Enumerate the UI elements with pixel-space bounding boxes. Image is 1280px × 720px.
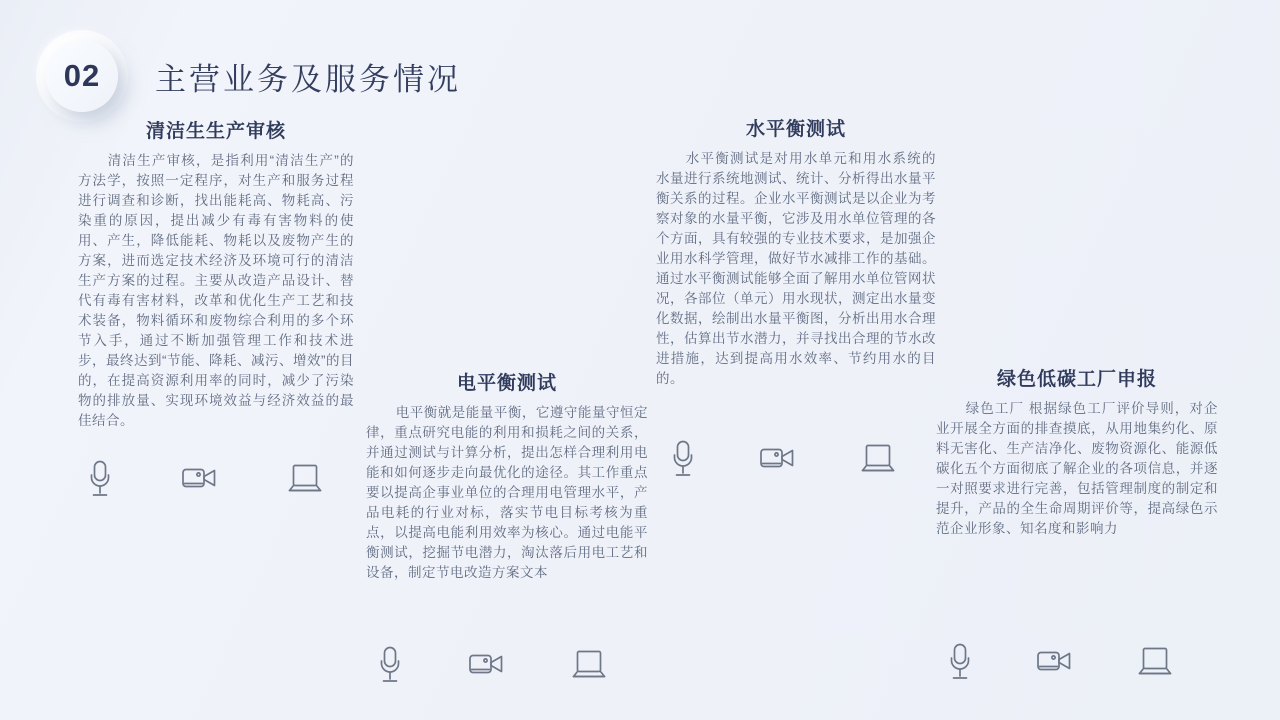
section-electric-balance-test	[366, 368, 648, 583]
icon-row-clean-production-audit	[90, 458, 322, 498]
laptop-icon	[572, 650, 606, 678]
laptop-icon	[288, 464, 322, 492]
video-camera-icon	[1037, 650, 1071, 672]
laptop-icon	[861, 444, 895, 472]
microphone-icon	[90, 460, 110, 497]
microphone-icon	[673, 440, 693, 477]
page-title: 主营业务及服务情况	[155, 62, 461, 97]
badge-circle	[46, 40, 118, 112]
section-body: 绿色工厂 根据绿色工厂评价导则，对企业开展全方面的排查摸底，从用地集约化、原料无害化、生产洁净化、废物资源化、能源低碳化五个方面彻底了解企业的各项信息，并逐一对照要求进行完善，包括管理制度的制定和提升，产品的全生命周期评价等，提高绿色示范企业形象、知名度和影响力	[936, 401, 1218, 536]
microphone-icon	[950, 643, 970, 680]
badge-number: 02	[63, 58, 101, 93]
microphone-icon	[380, 646, 400, 683]
section-body: 水平衡测试是对用水单元和用水系统的水量进行系统地测试、统计、分析得出水量平衡关系的过程。企业水平衡测试是以企业为考察对象的水量平衡，它涉及用水单位管理的各个方面，具有较强的专业技术要求，是加强企业用水科学管理，做好节水减排工作的基础。通过水平衡测试能够全面了解用水单位管网状况，各部位（单元）用水现状，测定出水量变化数据，绘制出水量平衡图，分析出用水合理性，估算出节水潜力，并寻找出合理的节水改进措施，达到提高用水效率、节约用水的目的。	[656, 151, 936, 386]
section-heading: 电平衡测试	[456, 373, 557, 394]
section-number-badge	[36, 30, 128, 122]
icon-row-green-low-carbon-factory-declaration	[950, 641, 1172, 681]
section-heading: 清洁生生产审核	[145, 121, 286, 142]
video-camera-icon	[469, 653, 503, 675]
section-heading: 水平衡测试	[745, 119, 846, 140]
section-body: 清洁生产审核，是指利用“清洁生产”的方法学，按照一定程序，对生产和服务过程进行调查和诊断，找出能耗高、物耗高、污染重的原因，提出减少有毒有害物料的使用、产生，降低能耗、物耗以及废物产生的方案，进而选定技术经济及环境可行的清洁生产方案的过程。主要从改造产品设计、替代有毒有害材料，改革和优化生产工艺和技术装备，物料循环和废物综合利用的多个环节入手，通过不断加强管理工作和技术进步，最终达到“节能、降耗、减污、增效”的目的，在提高资源利用率的同时，减少了污染物的排放量、实现环境效益与经济效益的最佳结合。	[78, 153, 354, 428]
video-camera-icon	[182, 467, 216, 489]
section-water-balance-test	[656, 114, 936, 389]
section-heading: 绿色低碳工厂申报	[996, 369, 1157, 390]
icon-row-water-balance-test	[673, 438, 895, 478]
section-body: 电平衡就是能量平衡，它遵守能量守恒定律，重点研究电能的利用和损耗之间的关系，并通过测试与计算分析，提出怎样合理利用电能和如何逐步走向最优化的途径。其工作重点要以提高企事业单位的合理用电管理水平，产品电耗的行业对标，落实节电目标考核为重点，以提高电能利用效率为核心。通过电能平衡测试，挖掘节电潜力，淘汰落后用电工艺和设备，制定节电改造方案文本	[366, 405, 648, 580]
laptop-icon	[1138, 647, 1172, 675]
video-camera-icon	[760, 447, 794, 469]
section-green-low-carbon-factory-declaration	[936, 364, 1218, 539]
icon-row-electric-balance-test	[380, 644, 606, 684]
section-clean-production-audit	[78, 116, 354, 431]
